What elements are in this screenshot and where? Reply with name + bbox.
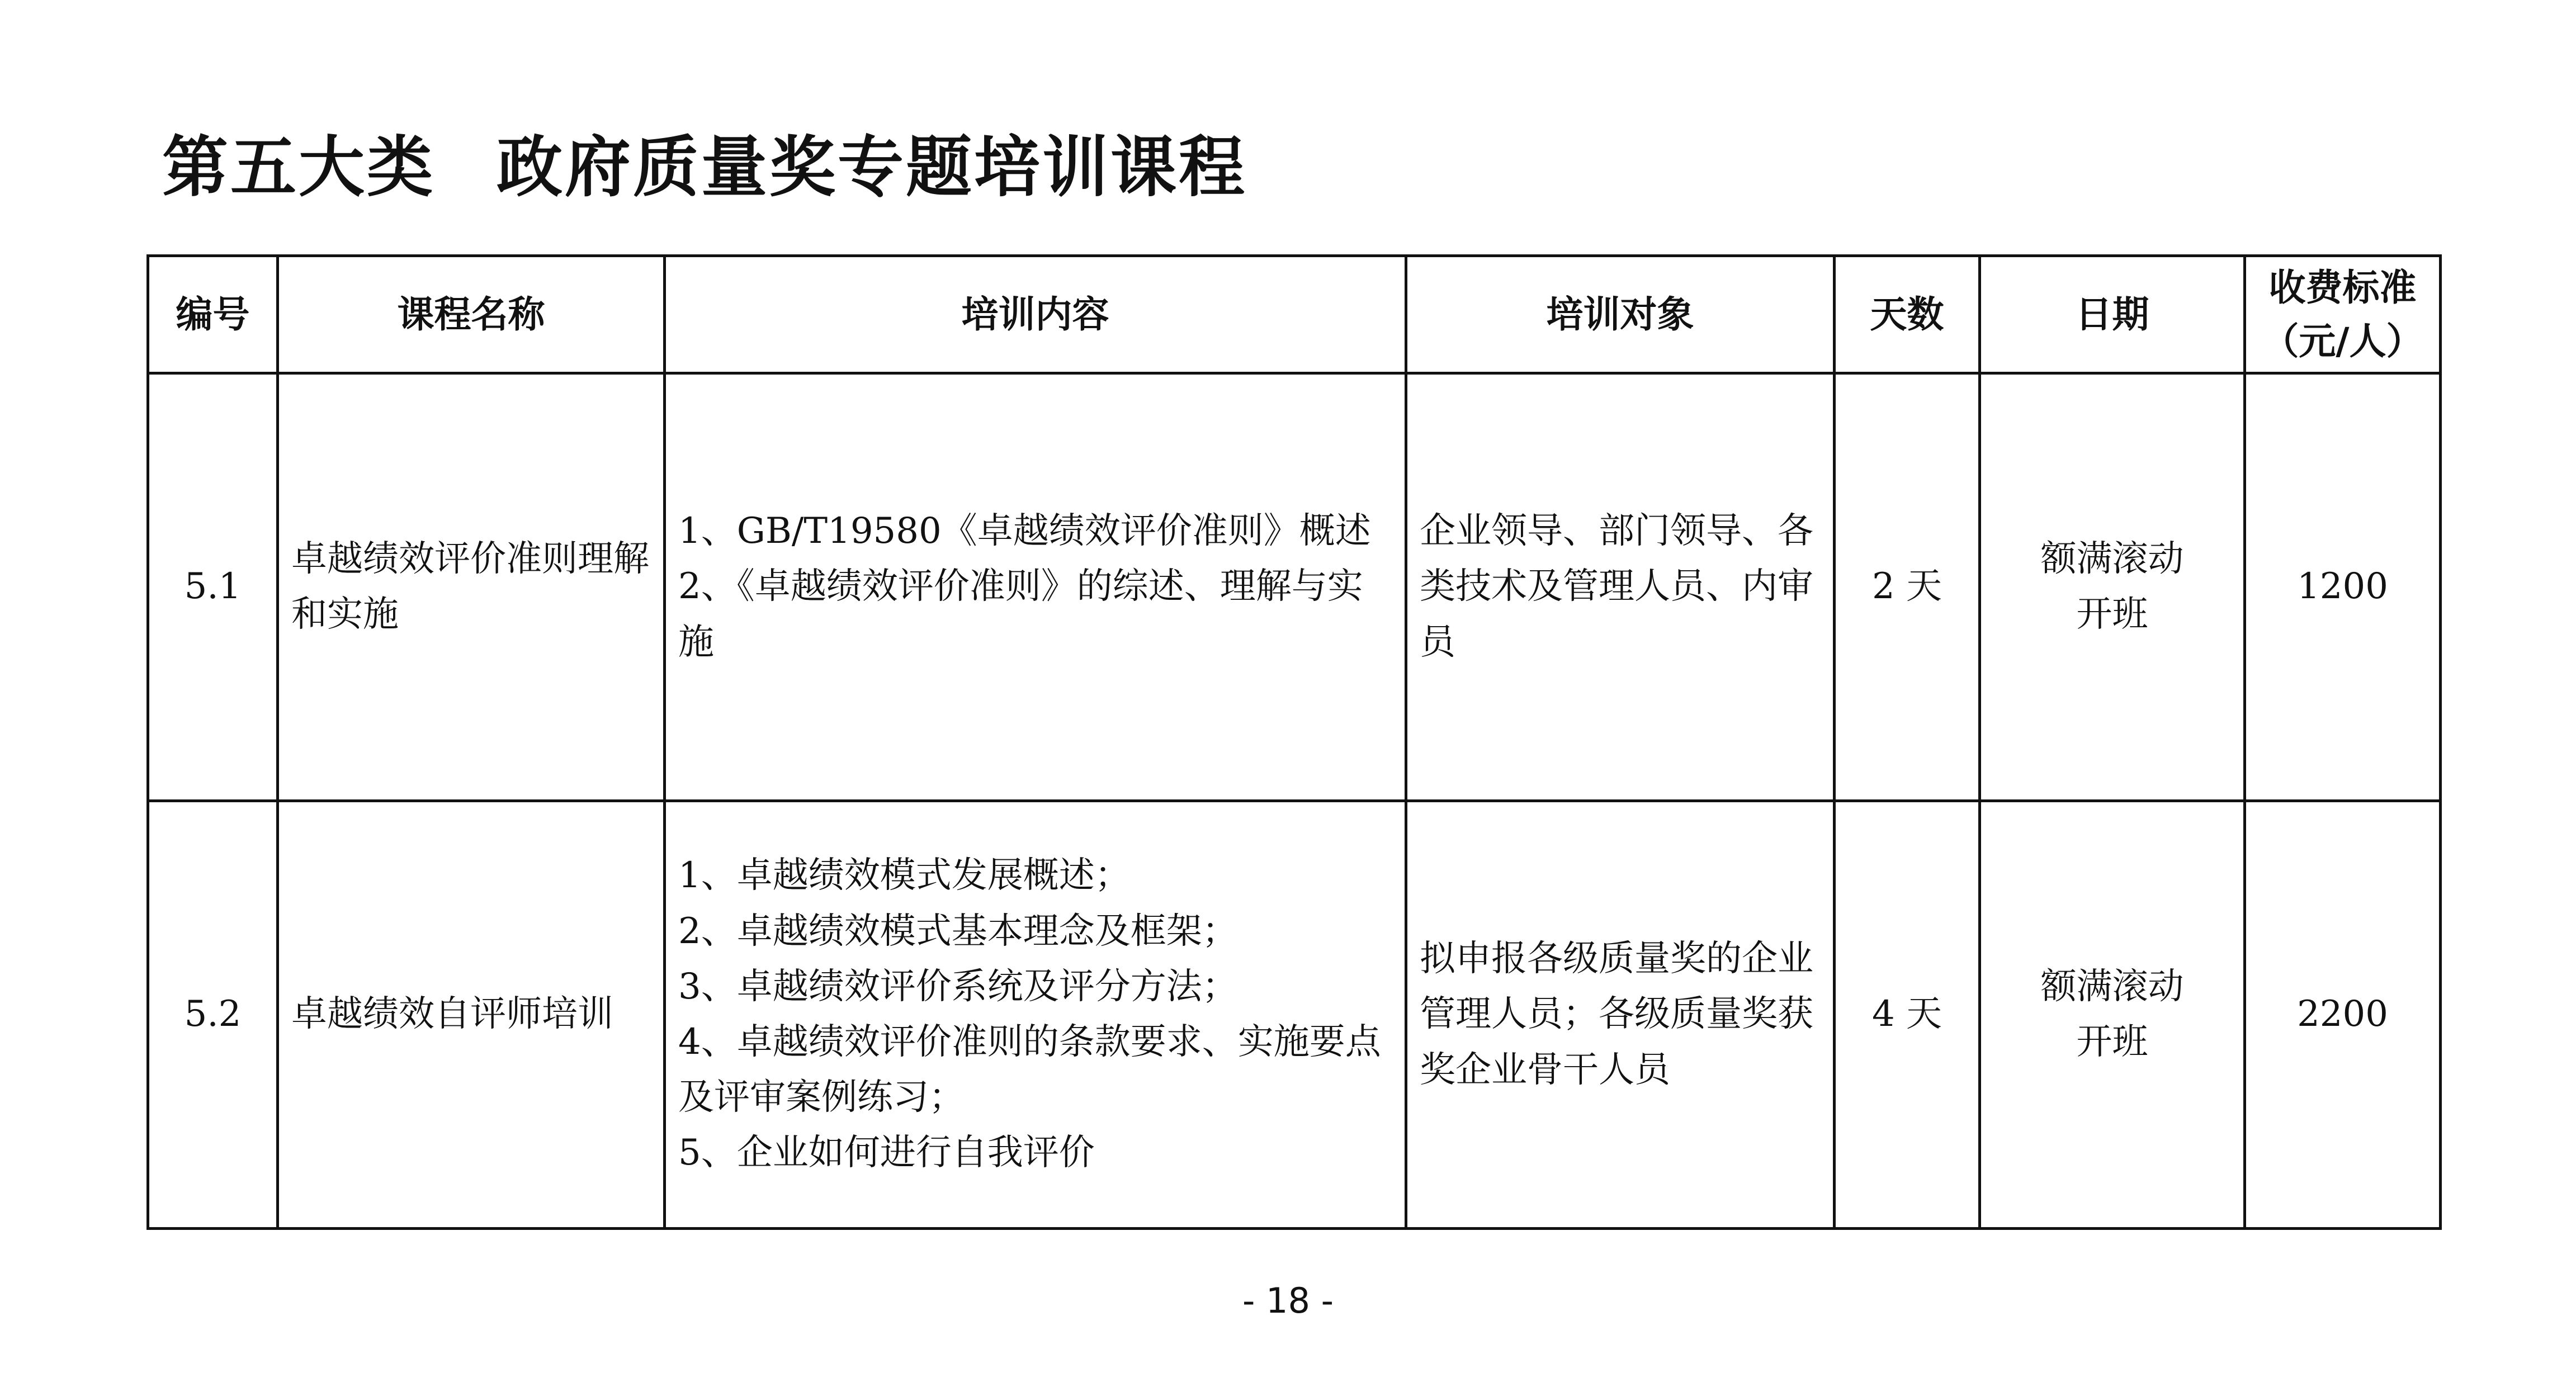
cell-content [665,801,1406,1229]
content-item: 1、卓越绩效模式发展概述； [678,855,1131,897]
content-item: 2、《卓越绩效评价准则》的综述、理解与实施 [678,566,1363,663]
content-item: 3、卓越绩效评价系统及评分方法； [678,965,1238,1007]
table-row [148,801,2441,1229]
section-title: 政府质量奖专题培训课程 [497,129,1247,206]
cell-course-name: 卓越绩效自评师培训 [278,801,665,1229]
header-fee [2245,256,2441,373]
cell-audience: 企业领导、部门领导、各类技术及管理人员、内审员 [1406,373,1835,801]
cell-audience: 拟申报各级质量奖的企业管理人员；各级质量奖获奖企业骨干人员 [1406,801,1835,1229]
cell-number: 5.2 [148,801,278,1229]
content-item: 5、企业如何进行自我评价 [678,1132,1095,1174]
course-table [146,254,2442,1230]
cell-fee: 2200 [2245,801,2441,1229]
header-days: 天数 [1835,256,1980,373]
header-fee-line1: 收费标准 [2268,266,2417,309]
content-item: 1、GB/T19580《卓越绩效评价准则》概述 [678,510,1371,552]
cell-fee: 1200 [2245,373,2441,801]
cell-date: 额满滚动开班 [1980,373,2245,801]
content-item: 4、卓越绩效评价准则的条款要求、实施要点及评审案例练习； [678,1021,1381,1119]
header-date: 日期 [1980,256,2245,373]
header-audience: 培训对象 [1406,256,1835,373]
cell-days: 2 天 [1835,373,1980,801]
cell-date: 额满滚动开班 [1980,801,2245,1229]
table-header-row [148,256,2441,373]
section-category: 第五大类 [162,129,436,206]
header-number: 编号 [148,256,278,373]
header-course-name: 课程名称 [278,256,665,373]
table-row [148,373,2441,801]
cell-content [665,373,1406,801]
header-fee-line2: （元/人） [2262,319,2423,363]
cell-number: 5.1 [148,373,278,801]
cell-course-name: 卓越绩效评价准则理解和实施 [278,373,665,801]
cell-days: 4 天 [1835,801,1980,1229]
header-content: 培训内容 [665,256,1406,373]
page-number: - 18 - [1242,1280,1334,1321]
page-title [162,129,1247,206]
content-item: 2、卓越绩效模式基本理念及框架； [678,910,1238,952]
